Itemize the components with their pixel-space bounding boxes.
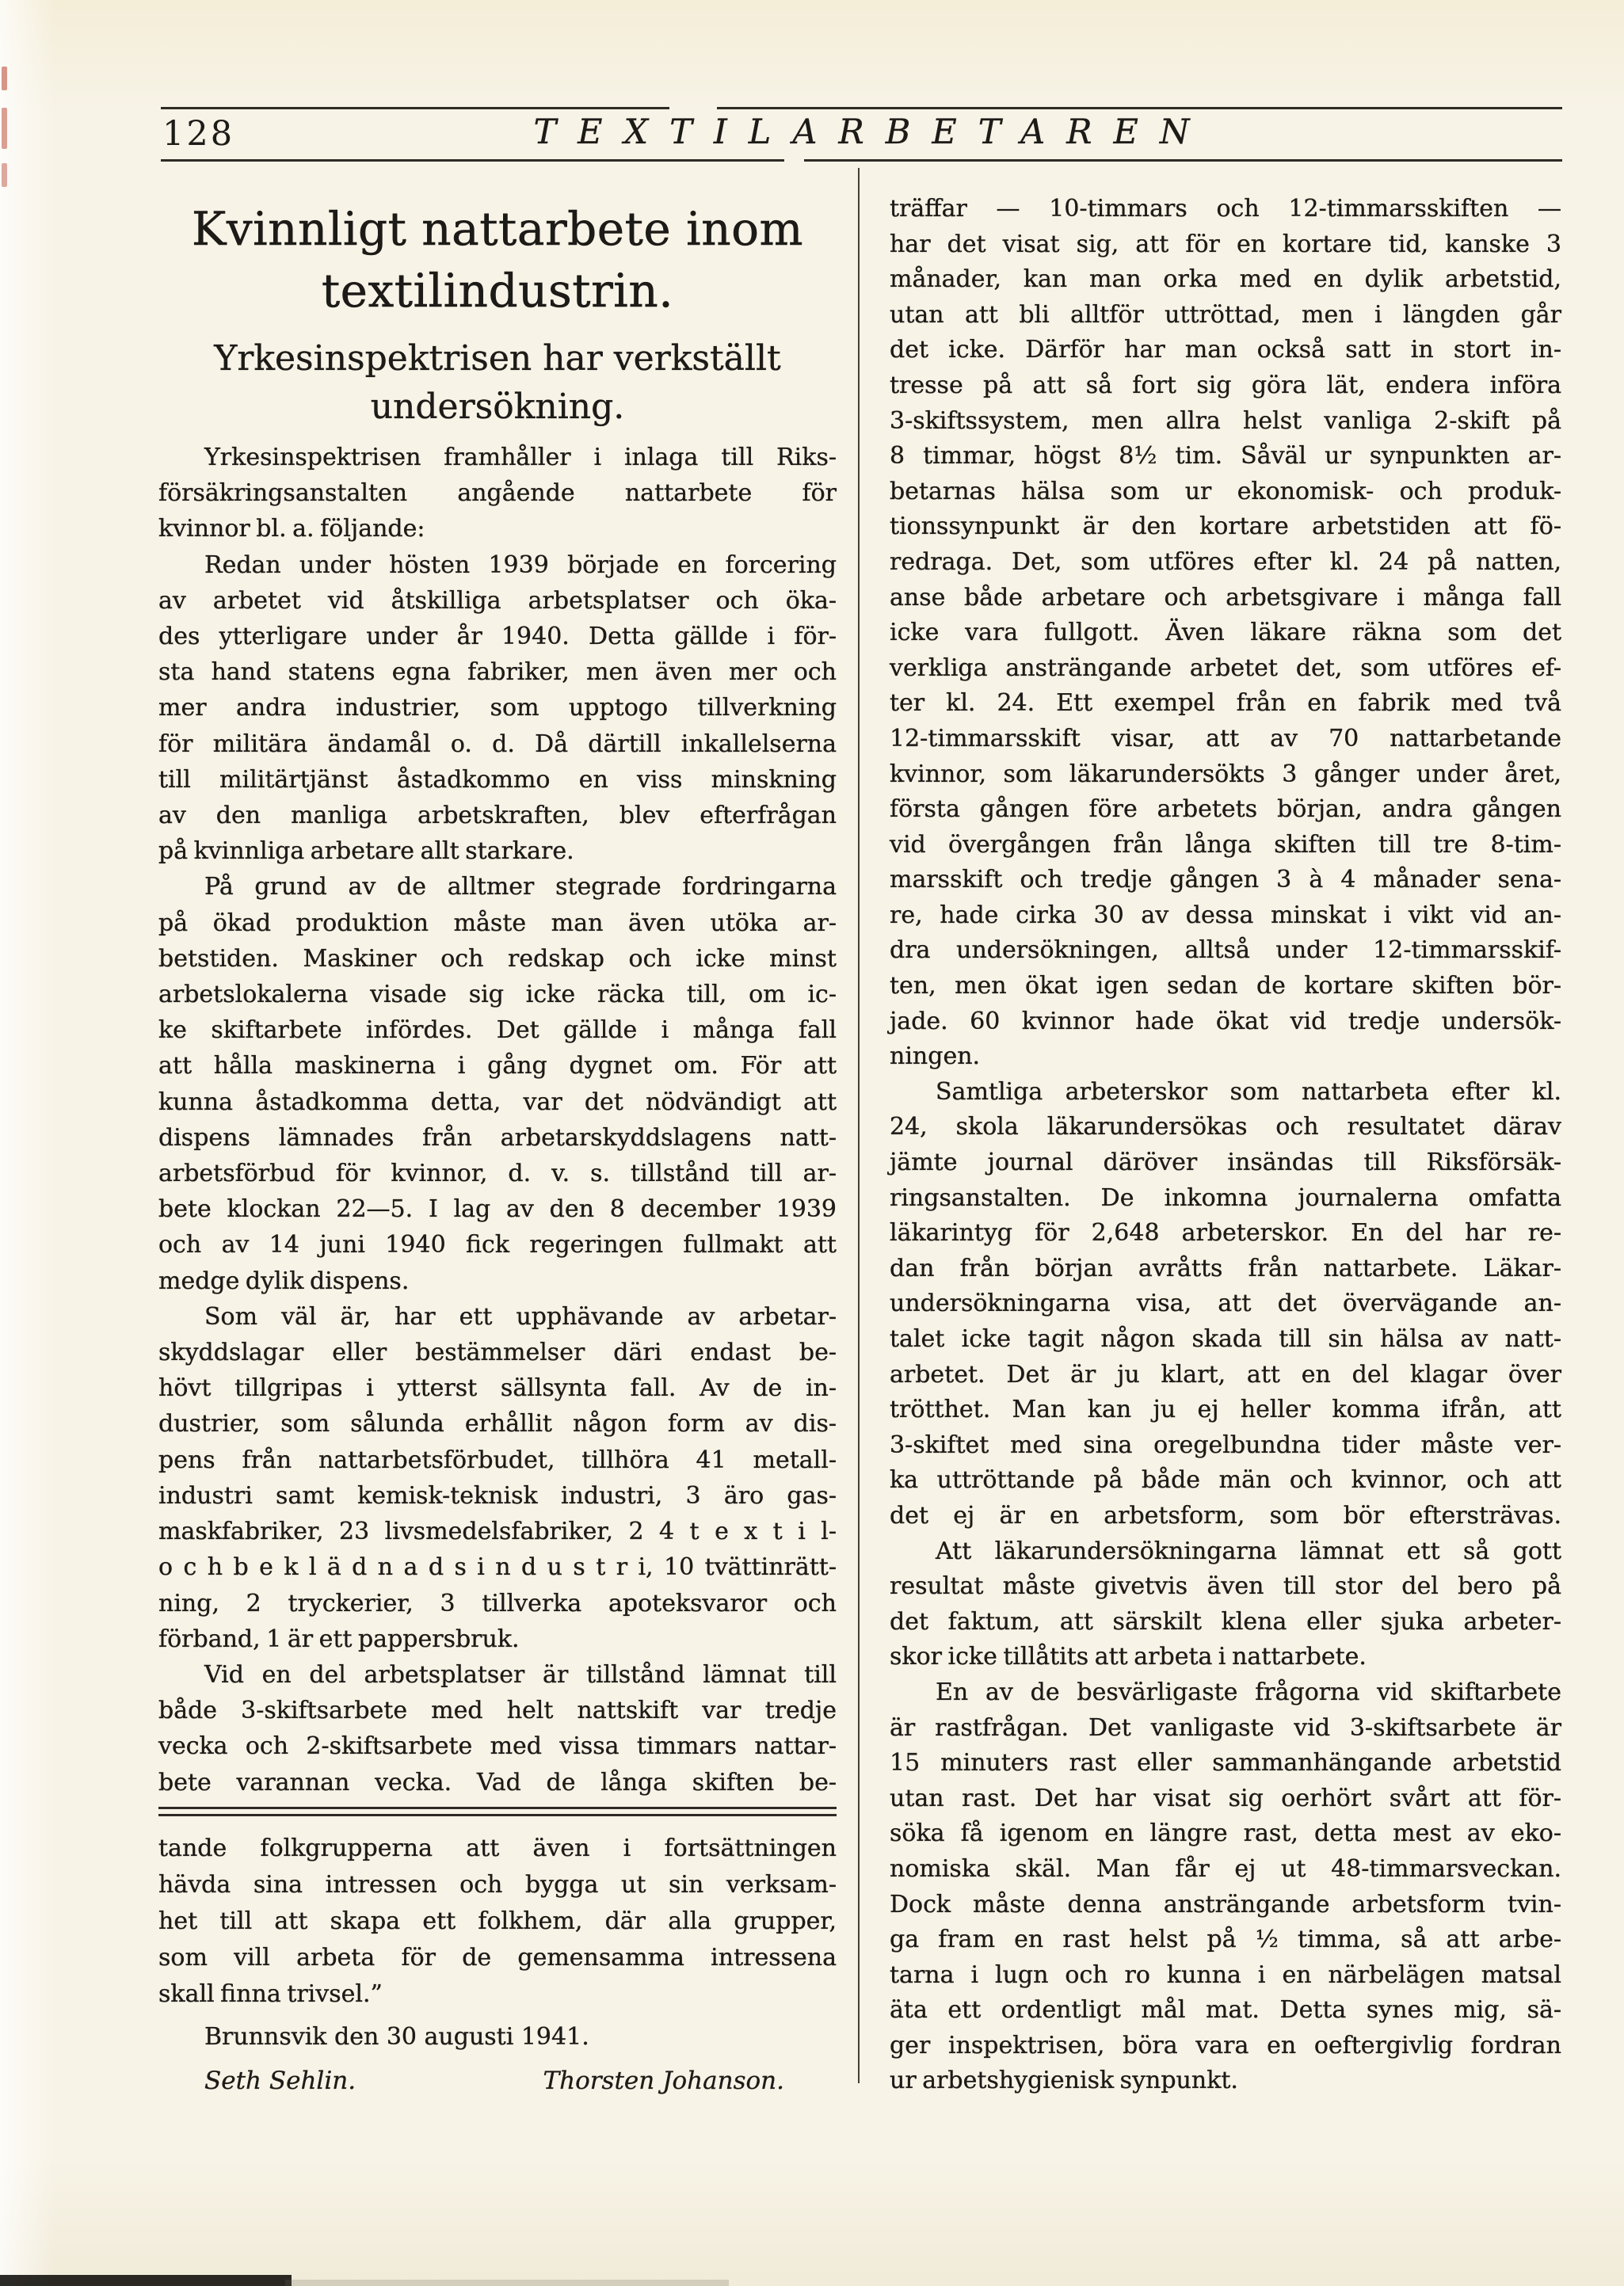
text-line: ringsanstalten. De inkomna journalerna omfatta [890, 1183, 1561, 1212]
paragraph [890, 1675, 1561, 2099]
section-divider-rule [158, 1807, 837, 1816]
paragraph [158, 1299, 837, 1657]
text-line: marsskift och tredje gången 3 à 4 månader sena- [890, 866, 1561, 894]
text-line: jade. 60 kvinnor hade ökat vid tredje undersök- [890, 1007, 1561, 1035]
text-line: mer andra industrier, som upptogo tillverkning [158, 694, 837, 722]
text-line: ka uttröttande på både män och kvinnor, och att [890, 1466, 1561, 1495]
text-line: trötthet. Man kan ju ej heller komma ifrån, att [890, 1396, 1561, 1424]
text-line: Dock måste denna ansträngande arbetsform tvin- [890, 1890, 1561, 1918]
right-column [890, 192, 1561, 2099]
text-line: månader, kan man orka med en dylik arbetstid, [890, 265, 1561, 294]
text-line: industri samt kemisk-teknisk industri, 3 äro gas- [158, 1481, 837, 1510]
paragraph [158, 869, 837, 1298]
text-line: betstiden. Maskiner och redskap och icke minst [158, 944, 837, 973]
text-line: Samtliga arbeterskor som nattarbeta efter kl. [936, 1077, 1561, 1106]
text-line: läkarintyg för 2,648 arbeterskor. En del har re- [890, 1219, 1561, 1248]
header-rule-top [161, 107, 669, 109]
dateline: Brunnsvik den 30 augusti 1941. [204, 2022, 589, 2051]
text-line: 8 timmar, högst 8½ tim. Såväl ur synpunkten ar- [890, 442, 1561, 471]
text-line: på kvinnliga arbetare allt starkare. [158, 837, 574, 866]
header-rule-top [717, 107, 1562, 109]
paragraph [890, 1075, 1561, 1534]
text-line: är rastfrågan. Det vanligaste vid 3-skiftsarbete är [890, 1713, 1561, 1742]
text-line: utan att bli alltför uttröttad, men i längden går [890, 300, 1561, 329]
text-line: och av 14 juni 1940 fick regeringen fullmakt att [158, 1231, 837, 1259]
article-title [158, 198, 837, 322]
text-line: det ej är en arbetsform, som bör eftersträvas. [890, 1501, 1561, 1530]
text-line: ter kl. 24. Ett exempel från en fabrik med två [890, 689, 1561, 718]
text-line: av arbetet vid åtskilliga arbetsplatser och öka- [158, 586, 837, 615]
text-line: ger inspektrisen, böra vara en oeftergivlig fordran [890, 2031, 1561, 2059]
text-line: dra undersökningen, alltså under 12-timmarsskif- [890, 936, 1561, 965]
paragraph [158, 1657, 837, 1800]
text-line: dispens lämnades från arbetarskyddslagens natt- [158, 1123, 837, 1152]
text-line: 15 minuters rast eller sammanhängande arbetstid [890, 1749, 1561, 1777]
paragraph [158, 547, 837, 870]
text-line: söka få igenom en längre rast, detta mest av eko- [890, 1819, 1561, 1848]
text-line: för militära ändamål o. d. Då därtill inkallelserna [158, 730, 837, 758]
header-rule-bottom [161, 159, 784, 162]
text-line: försäkringsanstalten angående nattarbete för [158, 479, 837, 508]
scan-bottom-artifact [285, 2280, 729, 2286]
text-line: arbetslokalerna visade sig icke räcka till, om ic- [158, 981, 837, 1009]
left-column [158, 198, 837, 2095]
text-line: betarnas hälsa som ur ekonomisk- och produk- [890, 477, 1561, 505]
text-line: resultat måste givetvis även till stor del bero på [890, 1572, 1561, 1601]
scan-edge-artifact [2, 163, 7, 187]
text-line: skor icke tillåtits att arbeta i nattarbete. [890, 1643, 1367, 1671]
text-line: ningen. [890, 1042, 981, 1071]
text-line: verkliga ansträngande arbetet det, som utföres ef- [890, 653, 1561, 682]
text-line: 12-timmarsskift visar, att av 70 nattarbetande [890, 724, 1561, 752]
text-line: vid övergången från långa skiften till tre 8-tim- [890, 830, 1561, 859]
scan-edge-artifact [2, 108, 7, 149]
paragraph [158, 440, 837, 547]
text-line: sta hand statens egna fabriker, men även mer och [158, 658, 837, 687]
text-line: Redan under hösten 1939 började en forcering [204, 551, 837, 579]
text-line: skyddslagar eller bestämmelser däri endast be- [158, 1339, 837, 1367]
text-line: bete varannan vecka. Vad de långa skiften be- [158, 1768, 837, 1796]
right-column-text [890, 192, 1561, 2099]
text-line: arbetet. Det är ju klart, att en del klagar över [890, 1360, 1561, 1389]
text-line: att hålla maskinerna i gång dygnet om. För att [158, 1052, 837, 1080]
article-subtitle-line: undersökning. [370, 387, 625, 427]
text-line: tarna i lugn och ro kunna i en närbelägen matsal [890, 1960, 1561, 1989]
text-line: re, hade cirka 30 av dessa minskat i vikt vid an- [890, 901, 1561, 929]
text-line: Yrkesinspektrisen framhåller i inlaga till Riks- [204, 444, 837, 471]
article-subtitle [158, 334, 837, 431]
text-line: det icke. Därför har man också satt in stort in- [890, 336, 1561, 364]
text-line: anse både arbetare och arbetsgivare i många fall [890, 583, 1561, 612]
scan-edge-artifact [2, 67, 7, 90]
text-line: Som väl är, har ett upphävande av arbetar- [204, 1302, 837, 1331]
text-line: En av de besvärligaste frågorna vid skiftarbete [936, 1678, 1561, 1706]
text-line: På grund av de alltmer stegrade fordringarna [204, 873, 837, 901]
text-line: redraga. Det, som utföres efter kl. 24 på natten, [890, 547, 1561, 576]
page-number: 128 [162, 114, 235, 154]
text-line: till militärtjänst åstadkommo en viss minskning [158, 765, 837, 794]
text-line: utan rast. Det har visat sig oerhört svårt att för- [890, 1784, 1561, 1812]
text-line: Att läkarundersökningarna lämnat ett så gott [936, 1537, 1561, 1565]
text-line: pens från nattarbetsförbudet, tillhöra 41 metall- [158, 1446, 837, 1474]
signature-left: Seth Sehlin. [204, 2066, 356, 2095]
text-line: av den manliga arbetskraften, blev efterfrågan [158, 802, 837, 830]
text-line: jämte journal däröver insändas till Riksförsäk- [890, 1149, 1561, 1177]
text-line: maskfabriker, 23 livsmedelsfabriker, 2 4 t e x t i l- [158, 1518, 837, 1546]
article-title-line: textilindustrin. [321, 264, 674, 318]
text-line: undersökningarna visa, att det övervägande an- [890, 1290, 1561, 1318]
text-line: dustrier, som sålunda erhållit någon form av dis- [158, 1410, 837, 1438]
text-line: hövt tillgripas i ytterst sällsynta fall. Av de in- [158, 1374, 837, 1403]
text-line: kvinnor bl. a. följande: [158, 515, 425, 543]
scan-bottom-artifact [0, 2275, 292, 2286]
text-line: Vid en del arbetsplatser är tillstånd lämnat till [204, 1660, 837, 1689]
text-line: ning, 2 tryckerier, 3 tillverka apoteksvaror och [158, 1589, 837, 1617]
page-header [161, 111, 1562, 157]
text-line: kunna åstadkomma detta, var det nödvändigt att [158, 1088, 837, 1116]
text-line: på ökad produktion måste man även utöka ar- [158, 909, 837, 937]
text-line: dan från början avråtts från nattarbete. Läkar- [890, 1254, 1561, 1282]
text-line: o c h b e k l ä d n a d s i n d u s t r i, 10 tvättinrätt- [158, 1553, 837, 1582]
text-line: het till att skapa ett folkhem, där alla grupper, [158, 1907, 837, 1935]
text-line: det faktum, att särskilt klena eller sjuka arbeter- [890, 1607, 1561, 1636]
text-line: arbetsförbud för kvinnor, d. v. s. tillstånd till ar- [158, 1160, 837, 1188]
text-line: tresse på att så fort sig göra lät, endera införa [890, 371, 1561, 399]
text-line: hävda sina intressen och bygga ut sin verksam- [158, 1870, 837, 1899]
article-title-line: Kvinnligt nattarbete inom [191, 202, 804, 256]
text-line: träffar — 10-timmars och 12-timmarsskiften — [890, 195, 1561, 223]
header-rule-bottom [804, 159, 1562, 162]
left-column-text [158, 440, 837, 1800]
text-line: des ytterligare under år 1940. Detta gällde i för- [158, 623, 837, 651]
text-line: 3-skiftet med sina oregelbundna tider måste ver- [890, 1431, 1561, 1459]
text-line: kvinnor, som läkarundersökts 3 gånger under året, [890, 760, 1561, 788]
journal-title: TEXTILARBETAREN [533, 112, 1211, 152]
text-line: 3-skiftssystem, men allra helst vanliga 2-skift på [890, 406, 1561, 435]
previous-article-text [158, 1831, 837, 2013]
text-line: bete klockan 22—5. I lag av den 8 december 1939 [158, 1195, 837, 1224]
text-line: förband, 1 är ett pappersbruk. [158, 1625, 520, 1653]
signature-right: Thorsten Johanson. [543, 2066, 784, 2095]
text-line: medge dylik dispens. [158, 1267, 410, 1295]
text-line: både 3-skiftsarbete med helt nattskift var tredje [158, 1697, 837, 1725]
text-line: första gången före arbetets början, andra gången [890, 795, 1561, 824]
paragraph [890, 192, 1561, 1075]
paragraph [890, 1534, 1561, 1675]
text-line: som vill arbeta för de gemensamma intressena [158, 1943, 837, 1972]
text-line: talet icke tagit någon skada till sin hälsa av natt- [890, 1325, 1561, 1353]
text-line: ur arbetshygienisk synpunkt. [890, 2067, 1238, 2095]
paragraph [158, 1831, 837, 2013]
text-line: 24, skola läkarundersökas och resultatet därav [890, 1113, 1561, 1141]
signatures-row [158, 2067, 837, 2095]
text-line: tionssynpunkt är den kortare arbetstiden att fö- [890, 512, 1561, 541]
text-line: vecka och 2-skiftsarbete med vissa timmars nattar- [158, 1732, 837, 1761]
text-line: icke vara fullgott. Även läkare räkna som det [890, 619, 1561, 647]
text-line: äta ett ordentligt mål mat. Detta synes mig, sä- [890, 1996, 1561, 2025]
text-line: tande folkgrupperna att även i fortsättningen [158, 1834, 837, 1862]
text-line: ke skiftarbete infördes. Det gällde i många fall [158, 1016, 837, 1045]
text-line: nomiska skäl. Man får ej ut 48-timmarsveckan. [890, 1854, 1561, 1883]
article-subtitle-line: Yrkesinspektrisen har verkställt [214, 338, 781, 379]
text-line: ga fram en rast helst på ½ timma, så att arbe- [890, 1926, 1561, 1954]
text-line: ten, men ökat igen sedan de kortare skiften bör- [890, 972, 1561, 1000]
column-divider-rule [858, 168, 860, 2083]
text-line: skall finna trivsel.” [158, 1979, 383, 2008]
text-line: har det visat sig, att för en kortare tid, kanske 3 [890, 230, 1561, 258]
